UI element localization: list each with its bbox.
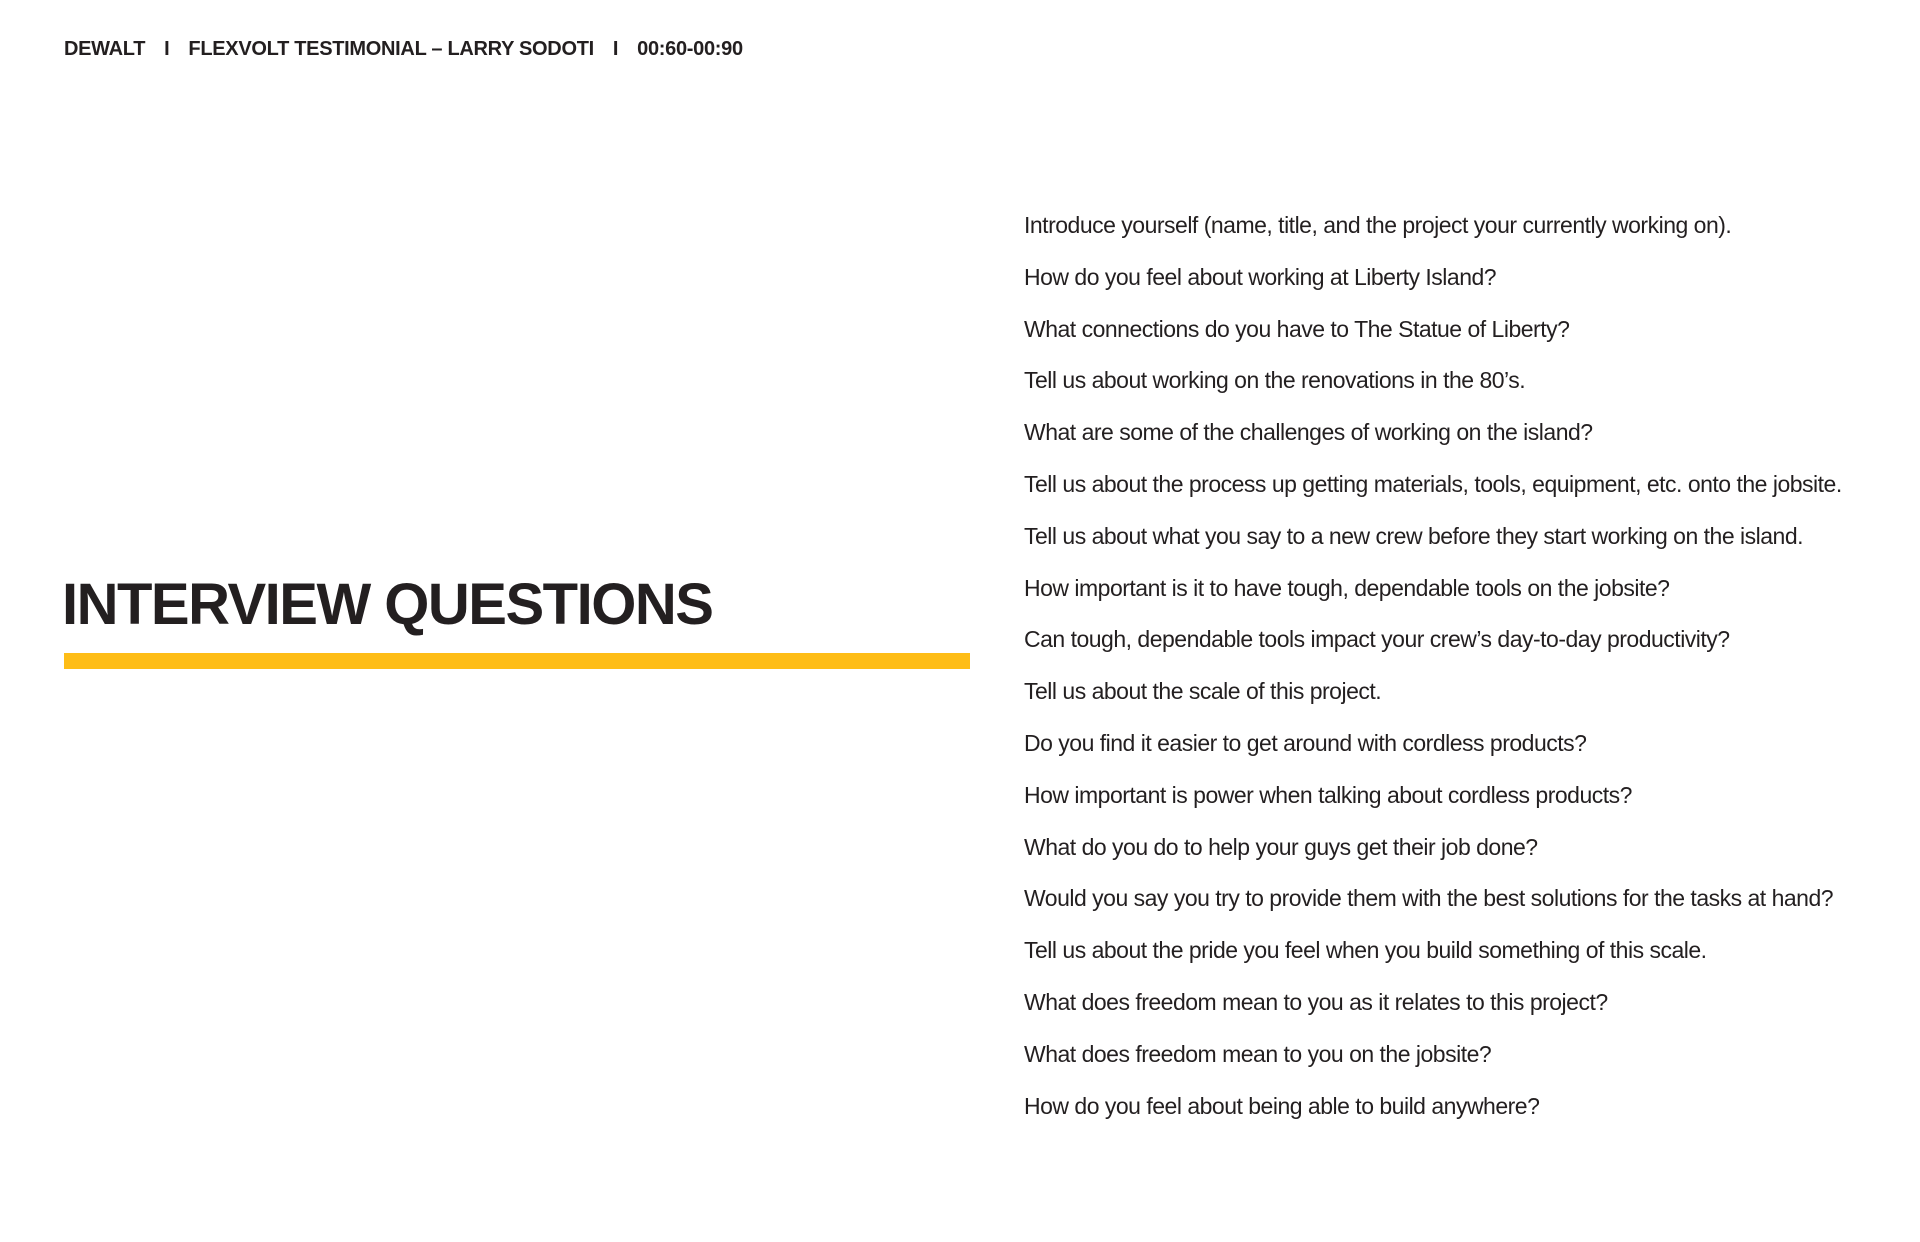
header-separator: I	[612, 38, 619, 60]
question-item: What does freedom mean to you on the jobsite?	[1024, 1040, 1492, 1067]
question-item: What do you do to help your guys get their job done?	[1024, 833, 1538, 860]
question-item: What does freedom mean to you as it relates to this project?	[1024, 988, 1608, 1015]
question-item: Can tough, dependable tools impact your crew’s day-to-day productivity?	[1024, 626, 1730, 653]
question-item: Would you say you try to provide them with the best solutions for the tasks at hand?	[1024, 885, 1834, 912]
header-timecode: 00:60-00:90	[637, 38, 743, 60]
question-item: How do you feel about being able to build anywhere?	[1024, 1092, 1540, 1119]
question-item: Tell us about the scale of this project.	[1024, 678, 1382, 705]
accent-underline-bar	[64, 653, 970, 669]
question-item: Do you find it easier to get around with cordless products?	[1024, 729, 1587, 756]
question-item: Introduce yourself (name, title, and the project your currently working on).	[1024, 212, 1732, 238]
header-project-title: FLEXVOLT TESTIMONIAL – LARRY SODOTI	[188, 38, 594, 60]
section-title: INTERVIEW QUESTIONS	[62, 572, 713, 637]
question-item: How important is power when talking about cordless products?	[1024, 781, 1632, 808]
document-header	[64, 38, 743, 61]
question-item: What connections do you have to The Statue of Liberty?	[1024, 315, 1570, 342]
header-separator: I	[164, 38, 170, 60]
question-item: Tell us about the process up getting materials, tools, equipment, etc. onto the jobsite.	[1024, 470, 1842, 497]
question-item: How important is it to have tough, dependable tools on the jobsite?	[1024, 574, 1670, 601]
question-item: Tell us about the pride you feel when you build something of this scale.	[1024, 937, 1707, 964]
question-list	[1024, 210, 1842, 1142]
header-brand: DEWALT	[64, 38, 146, 60]
question-item: Tell us about what you say to a new crew before they start working on the island.	[1024, 522, 1803, 549]
question-item: How do you feel about working at Liberty Island?	[1024, 263, 1497, 290]
question-item: Tell us about working on the renovations in the 80’s.	[1024, 367, 1526, 394]
question-item: What are some of the challenges of working on the island?	[1024, 419, 1593, 446]
